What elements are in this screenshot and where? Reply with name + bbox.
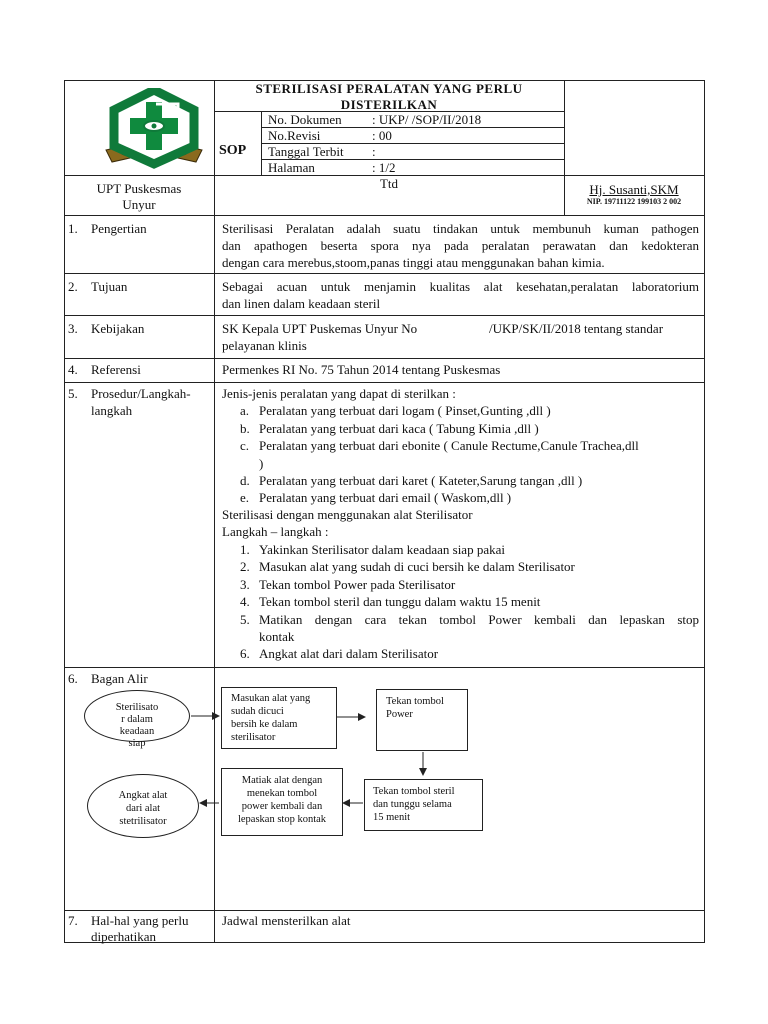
list-marker: c. (240, 438, 250, 453)
prosedur-subheading: Langkah – langkah : (222, 524, 329, 539)
step-item: Masukan alat yang sudah di cuci bersih ke dalam Sterilisator (259, 559, 575, 574)
hal-text: Jadwal mensterilkan alat (222, 913, 351, 928)
signer-nip: NIP. 19711122 199103 2 002 (586, 197, 682, 206)
flow-text: siap (128, 738, 146, 749)
step-item-continuation: kontak (259, 629, 295, 644)
flow-text: Tekan tombol steril (373, 786, 455, 797)
prosedur-intro: Jenis-jenis peralatan yang dapat di sterilkan : (222, 386, 456, 401)
step-item: Angkat alat dari dalam Sterilisator (259, 646, 439, 661)
section-label-prosedur: Prosedur/Langkah- (91, 386, 191, 401)
list-item: Peralatan yang terbuat dari logam ( Pinset,Gunting ,dll ) (259, 403, 551, 418)
flow-start-oval (84, 690, 190, 749)
flow-box-sterile (364, 779, 483, 831)
list-marker: b. (240, 421, 250, 436)
org-name-line1: UPT Puskesmas (96, 181, 182, 196)
kebijakan-line2: pelayanan klinis (222, 338, 307, 353)
section-number: 5. (68, 386, 78, 401)
list-marker: e. (240, 490, 250, 505)
referensi-text: Permenkes RI No. 75 Tahun 2014 tentang Puskesmas (222, 362, 501, 377)
signature-ttd: Ttd (379, 176, 399, 191)
section-label-hal: Hal-hal yang perlu (91, 913, 189, 928)
step-marker: 4. (240, 594, 250, 609)
document-title-line1: STERILISASI PERALATAN YANG PERLU (255, 81, 523, 96)
flow-text: bersih ke dalam (231, 719, 298, 730)
issue-date-value: : (372, 144, 376, 159)
document-title-line2: DISTERILKAN (340, 97, 438, 112)
section-label-kebijakan: Kebijakan (91, 321, 145, 336)
step-marker: 1. (240, 542, 250, 557)
section-number: 6. (68, 671, 78, 686)
org-name-line2: Unyur (122, 197, 156, 212)
flow-text: lepaskan stop kontak (237, 814, 327, 825)
flow-text: Tekan tombol (386, 696, 444, 707)
section-label-prosedur: langkah (91, 403, 133, 418)
section-number: 4. (68, 362, 78, 377)
step-marker: 6. (240, 646, 250, 661)
section-label-referensi: Referensi (91, 362, 141, 377)
flow-text: dan tunggu selama (373, 799, 452, 810)
flow-text: Angkat alat (118, 790, 168, 801)
step-item: Yakinkan Sterilisator dalam keadaan siap pakai (259, 542, 505, 557)
list-item: Peralatan yang terbuat dari ebonite ( Canule Rectume,Canule Trachea,dll (259, 438, 639, 453)
list-marker: d. (240, 473, 250, 488)
section-number: 7. (68, 913, 78, 928)
flow-text: menekan tombol (246, 788, 318, 799)
page-value: : 1/2 (372, 160, 396, 175)
section-label-tujuan: Tujuan (91, 279, 128, 294)
list-item: Peralatan yang terbuat dari karet ( Kateter,Sarung tangan ,dll ) (259, 473, 583, 488)
list-item: Peralatan yang terbuat dari email ( Waskom,dll ) (259, 490, 512, 505)
tujuan-line: Sebagai acuan untuk menjamin kualitas alat kesehatan,peralatan laboratorium (222, 279, 699, 294)
section-label-bagan: Bagan Alir (91, 671, 148, 686)
flow-text: sudah dicuci (231, 706, 284, 717)
prosedur-subheading: Sterilisasi dengan menggunakan alat Sterilisator (222, 507, 473, 522)
section-number: 2. (68, 279, 78, 294)
signer-name: Hj. Susanti,SKM (589, 182, 679, 197)
flow-text: power kembali dan (241, 801, 323, 812)
step-marker: 3. (240, 577, 250, 592)
flow-box-power (376, 689, 468, 751)
step-item: Matikan dengan cara tekan tombol Power kembali dan lepaskan stop (259, 612, 699, 627)
pengertian-line: dan apathogen beserta spora nya pada peralatan perawatan dan kedokteran (222, 238, 699, 253)
step-marker: 2. (240, 559, 250, 574)
flow-text: Sterilisato (115, 702, 159, 713)
kebijakan-line1a: SK Kepala UPT Puskemas Unyur No (222, 321, 418, 336)
flow-text: r dalam (121, 714, 153, 725)
list-item-continuation: ) (259, 456, 264, 471)
flow-text: Masukan alat yang (231, 693, 311, 704)
flow-box-turn-off (221, 768, 343, 836)
sop-label: SOP (219, 143, 247, 158)
list-item: Peralatan yang terbuat dari kaca ( Tabung Kimia ,dll ) (259, 421, 539, 436)
flow-text: sterilisator (231, 732, 276, 743)
list-marker: a. (240, 403, 250, 418)
tujuan-line: dan linen dalam keadaan steril (222, 296, 381, 311)
kebijakan-line1b: /UKP/SK/II/2018 tentang standar (489, 321, 664, 336)
doc-number-value: : UKP/ /SOP/II/2018 (372, 112, 482, 127)
step-item: Tekan tombol steril dan tunggu dalam waktu 15 menit (259, 594, 541, 609)
flow-text: stetrilisator (119, 816, 167, 827)
revision-value: : 00 (372, 128, 392, 143)
section-number: 3. (68, 321, 78, 336)
flow-box-insert (221, 687, 337, 749)
page-label: Halaman (268, 160, 315, 175)
issue-date-label: Tanggal Terbit (268, 144, 344, 159)
revision-label: No.Revisi (268, 128, 321, 143)
section-number: 1. (68, 221, 78, 236)
flow-text: Matiak alat dengan (241, 775, 323, 786)
section-label-pengertian: Pengertian (91, 221, 147, 236)
flow-text: keadaan (119, 726, 155, 737)
doc-number-label: No. Dokumen (268, 112, 342, 127)
section-label-hal: diperhatikan (91, 929, 156, 944)
flow-text: dari alat (125, 803, 161, 814)
flow-end-oval (87, 774, 199, 838)
step-marker: 5. (240, 612, 250, 627)
pengertian-line: Sterilisasi Peralatan adalah suatu tindakan untuk membunuh kuman pathogen (222, 221, 699, 236)
flow-text: Power (386, 709, 413, 720)
pengertian-line: dengan cara merebus,stoom,panas tinggi atau menggunakan bahan kimia. (222, 255, 605, 270)
flow-text: 15 menit (373, 812, 411, 823)
step-item: Tekan tombol Power pada Sterilisator (259, 577, 456, 592)
